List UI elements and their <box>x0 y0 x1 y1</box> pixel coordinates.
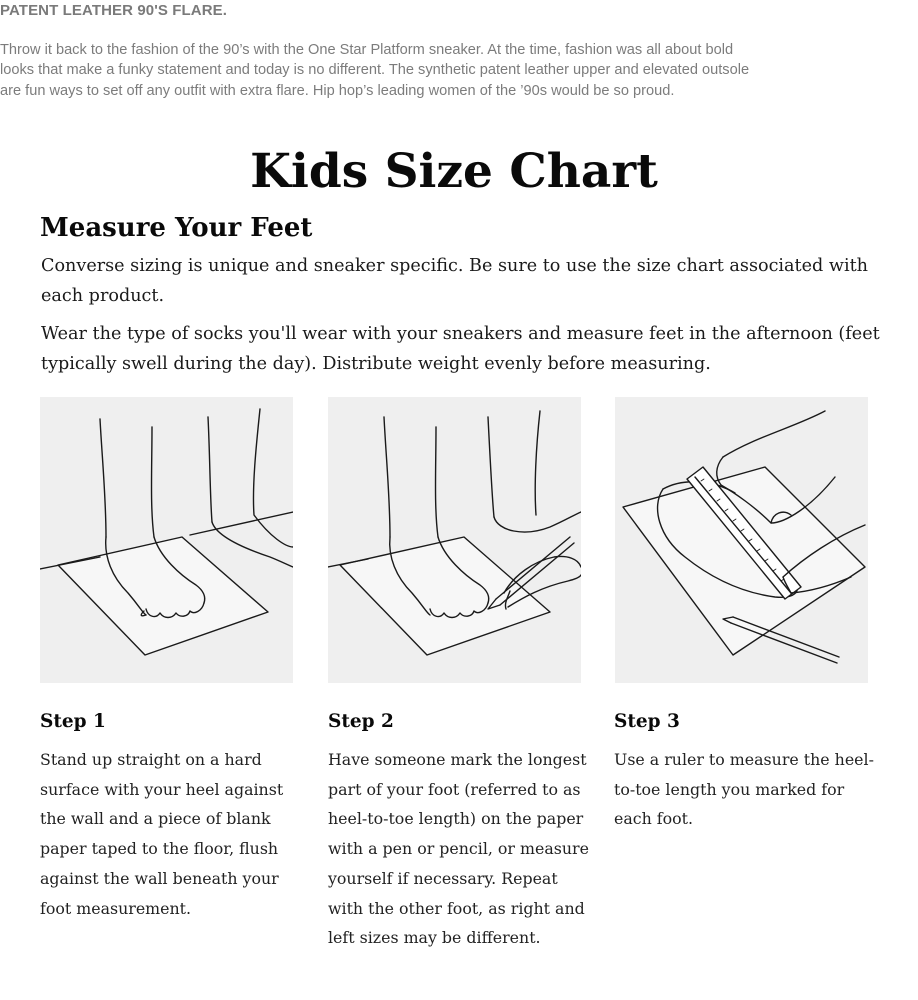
step-2-text: Have someone mark the longest part of your foot (referred to as heel-to-toe length) on the paper with a pen or pencil, or measure yourself if necessary. Repeat with the other foot, as right and left sizes may be different. <box>328 750 589 948</box>
size-chart-title: Kids Size Chart <box>250 144 658 199</box>
step-2-illustration <box>328 397 581 683</box>
step-3-illustration <box>615 397 868 683</box>
step-2-heading: Step 2 <box>328 711 394 732</box>
step-1-illustration <box>40 397 293 683</box>
product-title: PATENT LEATHER 90'S FLARE. <box>0 2 228 19</box>
intro-paragraph-sizing: Converse sizing is unique and sneaker specific. Be sure to use the size chart associated with each product. <box>41 256 868 306</box>
intro-paragraph-socks: Wear the type of socks you'll wear with your sneakers and measure feet in the afternoon (feet typically swell during the day). Distribute weight evenly before measuring. <box>41 324 880 374</box>
product-description: Throw it back to the fashion of the 90’s with the One Star Platform sneaker. At the time, fashion was all about bold looks that make a funky statement and today is no different. The synthetic patent leather upper and elevated outsole are fun ways to set off any outfit with extra flare. Hip hop’s leading women of the ’90s would be so proud. <box>0 42 750 99</box>
step-1-text: Stand up straight on a hard surface with your heel against the wall and a piece of blank paper taped to the floor, flush against the wall beneath your foot measurement. <box>40 750 284 918</box>
feet-on-paper-illustration <box>40 397 293 683</box>
ruler-measuring-illustration <box>615 397 868 683</box>
step-1-heading: Step 1 <box>40 711 106 732</box>
marking-toe-with-pencil-illustration <box>328 397 581 683</box>
step-3-heading: Step 3 <box>614 711 680 732</box>
step-3-text: Use a ruler to measure the heel-to-toe length you marked for each foot. <box>614 750 874 829</box>
measure-feet-heading: Measure Your Feet <box>40 213 313 243</box>
